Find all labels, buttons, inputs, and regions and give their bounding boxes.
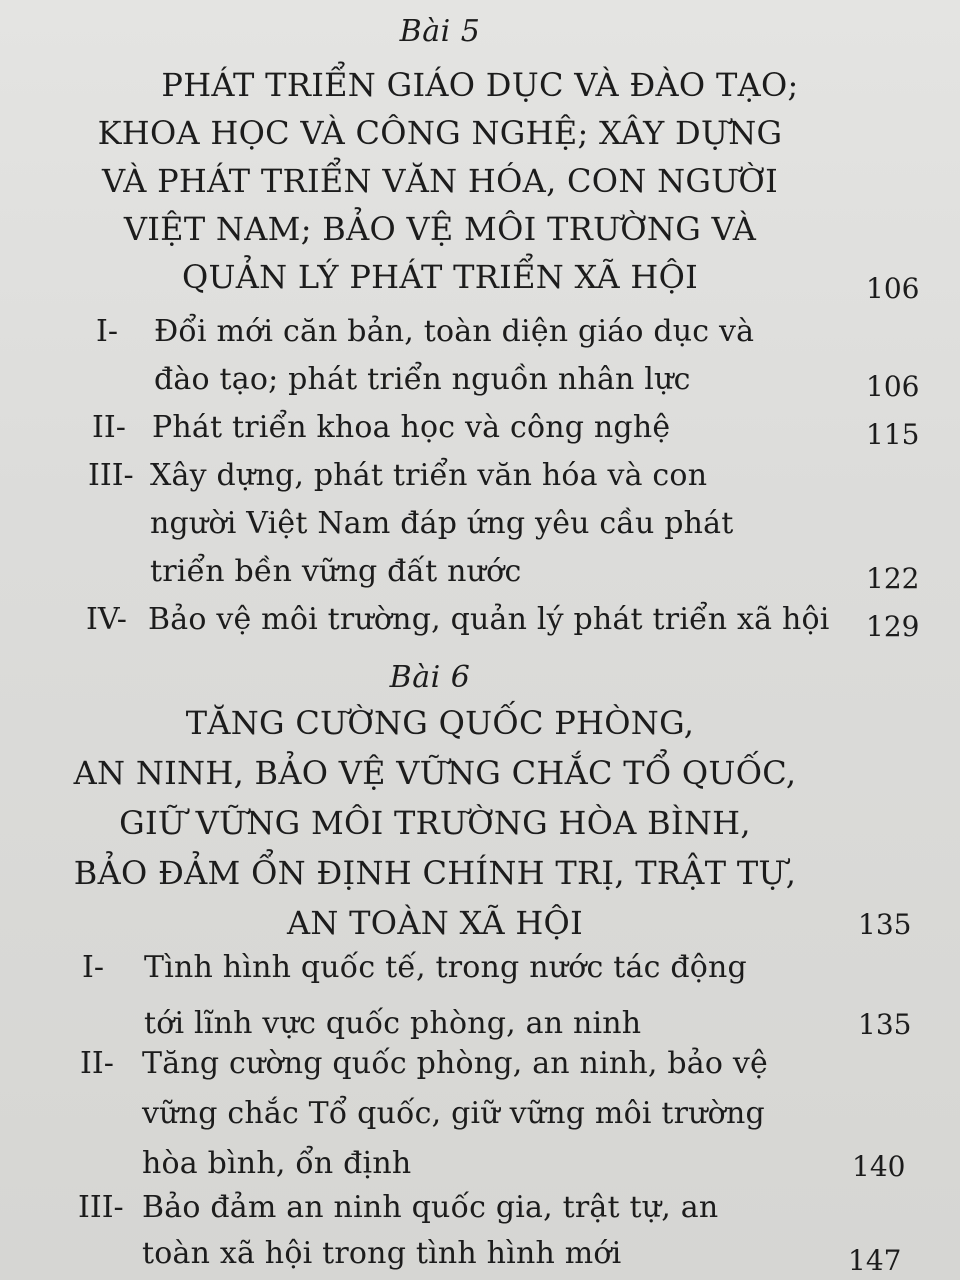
- lesson-5-title-line-1: PHÁT TRIỂN GIÁO DỤC VÀ ĐÀO TẠO;: [161, 66, 799, 104]
- lesson-6-entry-2-page: 140: [852, 1150, 906, 1183]
- lesson-5-title-line-3: VÀ PHÁT TRIỂN VĂN HÓA, CON NGƯỜI: [101, 162, 779, 200]
- lesson-5-title-line-2: KHOA HỌC VÀ CÔNG NGHỆ; XÂY DỰNG: [97, 114, 783, 152]
- lesson-5-entry-1-line-1: Đổi mới căn bản, toàn diện giáo dục và: [154, 314, 755, 349]
- lesson-5-entry-3-line-2: người Việt Nam đáp ứng yêu cầu phát: [150, 506, 734, 541]
- lesson-6-title-line-2: AN NINH, BẢO VỆ VỮNG CHẮC TỔ QUỐC,: [73, 754, 797, 792]
- lesson-5-entry-4-page: 129: [866, 610, 920, 643]
- lesson-6-entry-1-page: 135: [858, 1008, 912, 1041]
- lesson-5-entry-2-line-1: Phát triển khoa học và công nghệ: [152, 410, 671, 445]
- lesson-5-entry-4-line-1: Bảo vệ môi trường, quản lý phát triển xã hội: [148, 602, 830, 637]
- lesson-6-entry-2-line-3: hòa bình, ổn định: [142, 1146, 412, 1181]
- lesson-5-entry-1-number: I-: [96, 314, 118, 349]
- lesson-6-entry-1-line-1: Tình hình quốc tế, trong nước tác động: [144, 950, 747, 985]
- lesson-5-entry-3-number: III-: [88, 458, 134, 493]
- lesson-6-title-line-4: BẢO ĐẢM ỔN ĐỊNH CHÍNH TRỊ, TRẬT TỰ,: [73, 854, 797, 892]
- lesson-6-entry-3-line-1: Bảo đảm an ninh quốc gia, trật tự, an: [142, 1190, 719, 1225]
- lesson-5-entry-1-line-2: đào tạo; phát triển nguồn nhân lực: [154, 362, 691, 397]
- lesson-6-entry-2-line-2: vững chắc Tổ quốc, giữ vững môi trường: [142, 1096, 765, 1131]
- lesson-6-entry-2-line-1: Tăng cường quốc phòng, an ninh, bảo vệ: [142, 1046, 768, 1081]
- lesson-5-entry-3-page: 122: [866, 562, 920, 595]
- lesson-6-entry-3-page: 147: [848, 1244, 902, 1277]
- lesson-5-title-line-5: QUẢN LÝ PHÁT TRIỂN XÃ HỘI: [181, 258, 699, 296]
- lesson-5-page-number: 106: [866, 272, 920, 305]
- lesson-5-entry-4-number: IV-: [86, 602, 127, 637]
- lesson-6-title-line-3: GIỮ VỮNG MÔI TRƯỜNG HÒA BÌNH,: [119, 804, 751, 842]
- lesson-5-entry-1-page: 106: [866, 370, 920, 403]
- lesson-5-entry-2-page: 115: [866, 418, 920, 451]
- lesson-5-title-line-4: VIỆT NAM; BẢO VỆ MÔI TRƯỜNG VÀ: [123, 210, 757, 248]
- lesson-6-page-number: 135: [858, 908, 912, 941]
- lesson-5-entry-3-line-1: Xây dựng, phát triển văn hóa và con: [150, 458, 708, 493]
- lesson-6-entry-2-number: II-: [80, 1046, 114, 1081]
- lesson-5-entry-2-number: II-: [92, 410, 126, 445]
- lesson-5-entry-3-line-3: triển bền vững đất nước: [150, 554, 522, 589]
- lesson-6-title-line-1: TĂNG CƯỜNG QUỐC PHÒNG,: [185, 704, 695, 742]
- lesson-6-label: Bài 6: [389, 660, 471, 695]
- lesson-6-title-line-5: AN TOÀN XÃ HỘI: [286, 904, 584, 942]
- lesson-6-entry-1-line-2: tới lĩnh vực quốc phòng, an ninh: [144, 1006, 642, 1041]
- lesson-5-label: Bài 5: [399, 14, 481, 49]
- lesson-6-entry-1-number: I-: [82, 950, 104, 985]
- lesson-6-entry-3-line-2: toàn xã hội trong tình hình mới: [142, 1236, 622, 1271]
- lesson-6-entry-3-number: III-: [78, 1190, 124, 1225]
